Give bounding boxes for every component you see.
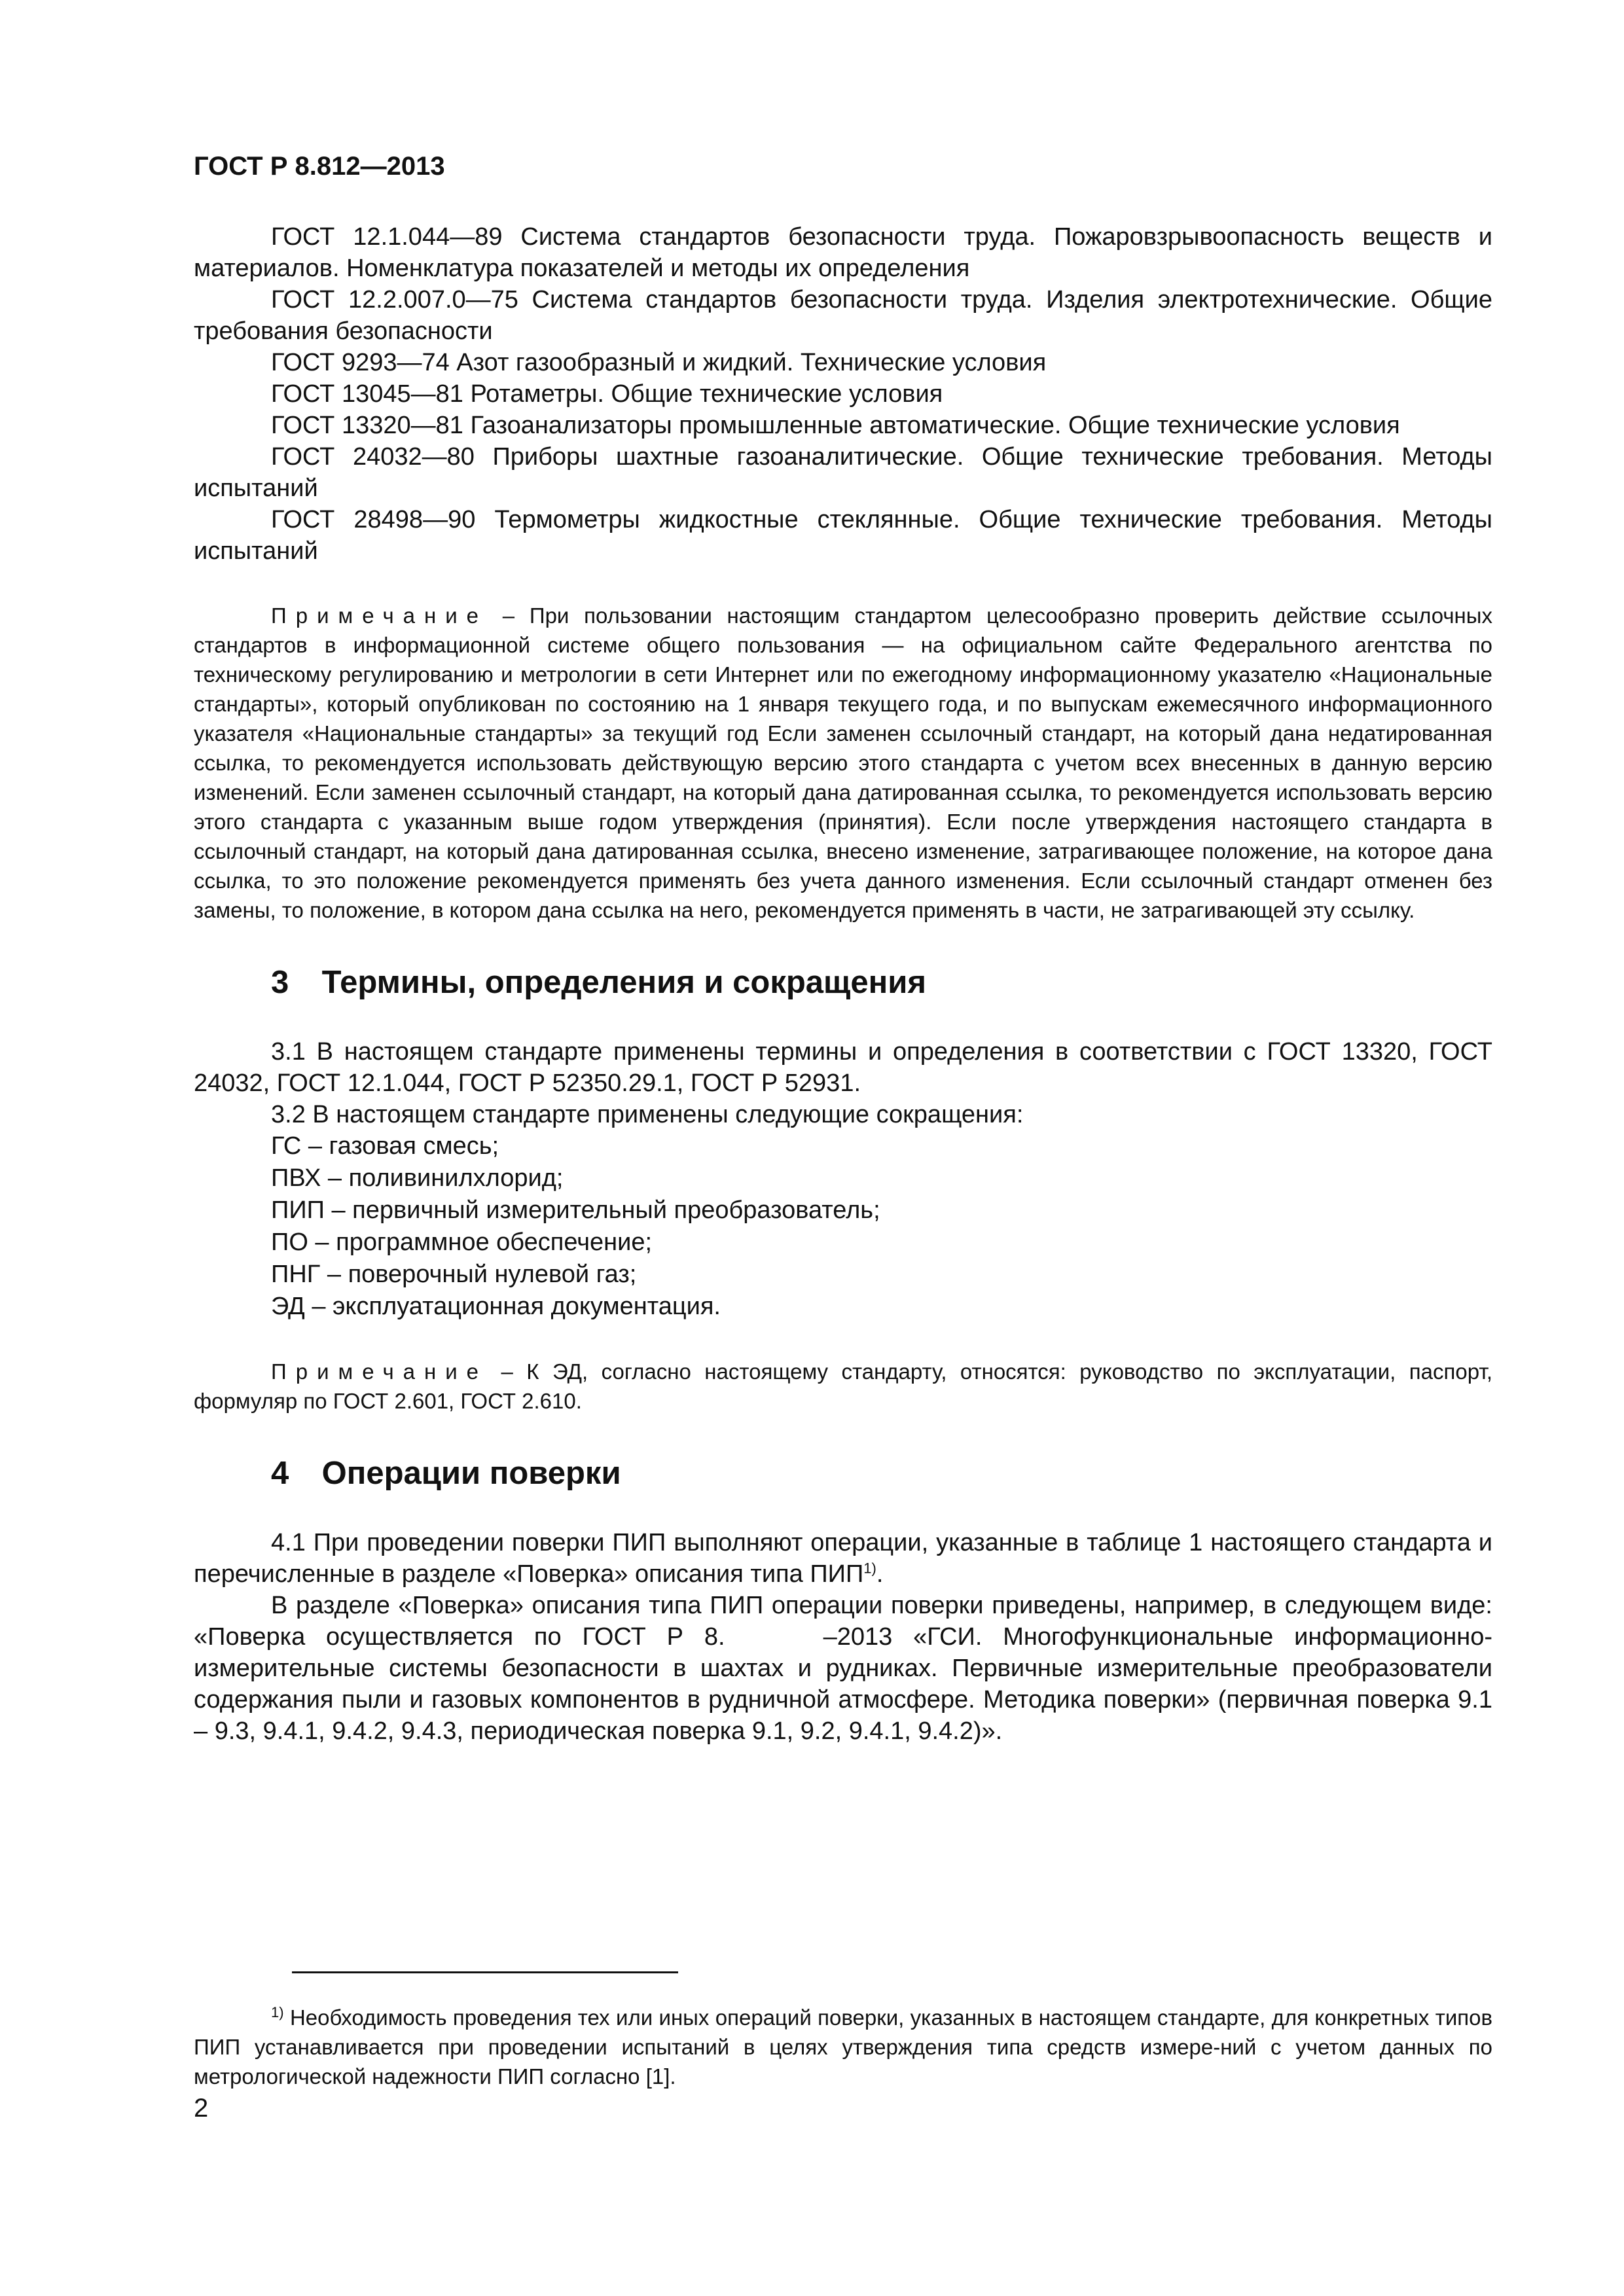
section-number: 4 bbox=[271, 1456, 289, 1491]
note-label: Примечание bbox=[271, 1359, 488, 1384]
paragraph-3-1: 3.1 В настоящем стандарте применены термины и определения в соответствии с ГОСТ 13320, ГОСТ 24032, ГОСТ 12.1.044, ГОСТ Р 52350.29.1, ГОСТ Р 52931. bbox=[194, 1038, 1492, 1097]
section-number: 3 bbox=[271, 965, 289, 1000]
paragraph-4-1 bbox=[194, 1527, 1492, 1590]
paragraph-4-1-example bbox=[194, 1590, 1492, 1747]
note-abbreviations bbox=[194, 1357, 1492, 1416]
section-title: Операции поверки bbox=[321, 1456, 621, 1491]
note-text: – При пользовании настоящим стандартом целесообразно проверить действие ссылочных стандартов в информационной системе общего пользования — на официальном сайте Федерального агентства по техническому регулированию и метрологии в сети Интернет или по ежегодному информационному указателю «Национальные стандарты», который опубликован по состоянию на 1 января текущего года, и по выпускам ежемесячного информационного указателя «Национальные стандарты» за текущий год Если заменен ссылочный стандарт, на который дана недатированная ссылка, то рекомендуется использовать действующую версию этого стандарта с учетом всех внесенных в данную версию изменений. Если заменен ссылочный стандарт, на который дана датированная ссылка, то рекомендуется использовать версию этого стандарта с указанным выше годом утверждения (принятия). Если после утверждения настоящего стандарта в ссылочный стандарт, на который дана датированная ссылка, внесено изменение, затрагивающее положение, на которое дана ссылка, то это положение рекомендуется применять без учета данного изменения. Если ссылочный стандарт отменен без замены, то положение, в котором дана ссылка на него, рекомендуется применять в части, не затрагивающей эту ссылку. bbox=[194, 603, 1493, 922]
abbreviation-item: ПВХ – поливинилхлорид; bbox=[271, 1164, 564, 1192]
document-page bbox=[194, 151, 1492, 1747]
document-header: ГОСТ Р 8.812—2013 bbox=[194, 152, 445, 181]
abbreviation-item: ГС – газовая смесь; bbox=[271, 1132, 499, 1160]
paragraph-text: 4.1 При проведении поверки ПИП выполняют операции, указанные в таблице 1 настоящего стандарта и перечисленные в разделе «Поверка» описания типа ПИП bbox=[194, 1529, 1492, 1588]
note-label: Примечание bbox=[271, 603, 488, 628]
paragraph-text: В разделе «Поверка» описания типа ПИП операции поверки приведены, например, в следующем виде: «Поверка осуществляется по ГОСТ Р 8. bbox=[194, 1592, 1492, 1651]
section-3-heading bbox=[194, 963, 1492, 1002]
reference-item: ГОСТ 28498—90 Термометры жидкостные стеклянные. Общие технические требования. Методы испытаний bbox=[194, 506, 1492, 565]
paragraph-end: . bbox=[876, 1560, 884, 1588]
footnote-mark: 1) bbox=[271, 2004, 284, 2020]
references-list bbox=[194, 221, 1492, 567]
section-title: Термины, определения и сокращения bbox=[321, 965, 926, 1000]
abbreviation-item: ЭД – эксплуатационная документация. bbox=[271, 1293, 721, 1320]
footnote-separator bbox=[292, 1971, 678, 1973]
page-number: 2 bbox=[194, 2094, 209, 2123]
note-references bbox=[194, 601, 1492, 925]
abbreviation-item: ПИП – первичный измерительный преобразователь; bbox=[271, 1196, 880, 1224]
section-4-heading bbox=[194, 1454, 1492, 1493]
reference-item: ГОСТ 9293—74 Азот газообразный и жидкий. Технические условия bbox=[271, 349, 1047, 376]
footnote-text: Необходимость проведения тех или иных операций поверки, указанных в настоящем стандарте, для конкретных типов ПИП устанавливается при проведении испытаний в целях утверждения типа средств измере-ний с учетом данных по метрологической надежности ПИП согласно [1]. bbox=[194, 2005, 1493, 2089]
paragraph-text-continued: –2013 «ГСИ. Многофункциональные информационно-измерительные системы безопасности в шахтах и рудниках. Первичные измерительные преобразователи содержания пыли и газовых компонентов в рудничной атмосфере. Методика поверки» (первичная поверка 9.1 – 9.3, 9.4.1, 9.4.2, 9.4.3, периодическая поверка 9.1, 9.2, 9.4.1, 9.4.2)». bbox=[194, 1623, 1492, 1745]
abbreviations-list bbox=[194, 1130, 1492, 1323]
reference-item: ГОСТ 13045—81 Ротаметры. Общие технические условия bbox=[271, 380, 943, 408]
reference-item: ГОСТ 12.2.007.0—75 Система стандартов безопасности труда. Изделия электротехнические. Общие требования безопасности bbox=[194, 286, 1492, 345]
reference-item: ГОСТ 24032—80 Приборы шахтные газоаналитические. Общие технические требования. Методы испытаний bbox=[194, 443, 1492, 502]
footnote bbox=[194, 2003, 1492, 2091]
abbreviation-item: ПО – программное обеспечение; bbox=[271, 1229, 653, 1256]
reference-item: ГОСТ 13320—81 Газоанализаторы промышленные автоматические. Общие технические условия bbox=[271, 412, 1400, 439]
paragraph-3-2: 3.2 В настоящем стандарте применены следующие сокращения: bbox=[271, 1101, 1024, 1128]
abbreviation-item: ПНГ – поверочный нулевой газ; bbox=[271, 1261, 637, 1288]
footnote-reference: 1) bbox=[863, 1560, 876, 1577]
note-text: – К ЭД, согласно настоящему стандарту, относятся: руководство по эксплуатации, паспорт, формуляр по ГОСТ 2.601, ГОСТ 2.610. bbox=[194, 1359, 1492, 1413]
reference-item: ГОСТ 12.1.044—89 Система стандартов безопасности труда. Пожаровзрывоопасность веществ и материалов. Номенклатура показателей и методы их определения bbox=[194, 223, 1492, 282]
